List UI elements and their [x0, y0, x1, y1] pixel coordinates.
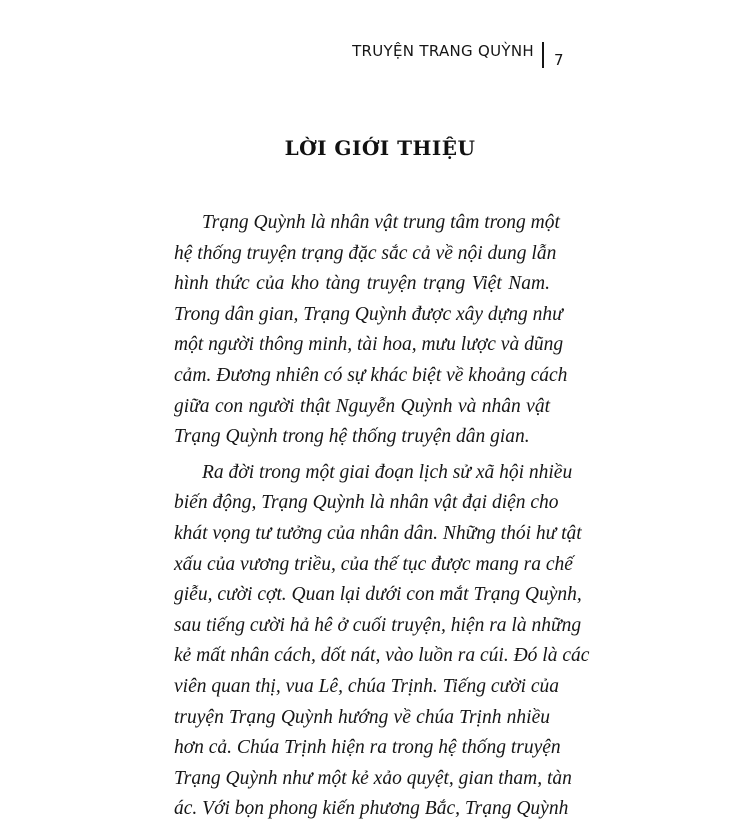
text-line: Trạng Quỳnh trong hệ thống truyện dân gian. — [174, 426, 530, 448]
text-line: hơn cả. Chúa Trịnh hiện ra trong hệ thống truyện — [174, 737, 561, 759]
text-line: Trạng Quỳnh là nhân vật trung tâm trong một — [202, 212, 560, 233]
text-line: Trạng Quỳnh như một kẻ xảo quyệt, gian tham, tàn — [174, 767, 572, 789]
header-divider — [542, 42, 544, 68]
chapter-title: LỜI GIỚI THIỆU — [284, 136, 476, 160]
text-line: kẻ mất nhân cách, dốt nát, vào luồn ra cúi. Đó là các — [174, 645, 590, 667]
text-line: Trong dân gian, Trạng Quỳnh được xây dựng như — [174, 303, 563, 325]
text-line: viên quan thị, vua Lê, chúa Trịnh. Tiếng cười của — [174, 675, 560, 697]
text-line: sau tiếng cười hả hê ở cuối truyện, hiện ra là những — [174, 614, 582, 636]
paragraph-2 — [174, 458, 590, 825]
text-line: xấu của vương triều, của thế tục được mang ra chế — [174, 553, 573, 575]
text-line: biến động, Trạng Quỳnh là nhân vật đại diện cho — [174, 492, 559, 514]
text-line: giữa con người thật Nguyễn Quỳnh và nhân vật — [174, 395, 550, 417]
running-header — [352, 38, 564, 69]
text-line: hệ thống truyện trạng đặc sắc cả về nội dung lẫn — [174, 242, 557, 264]
running-title: TRUYỆN TRANG QUỲNH — [352, 42, 534, 60]
text-line: truyện Trạng Quỳnh hướng về chúa Trịnh nhiều — [174, 706, 550, 728]
text-line: hình thức của kho tàng truyện trạng Việt Nam. — [174, 273, 550, 295]
text-line: giễu, cười cợt. Quan lại dưới con mắt Trạng Quỳnh, — [174, 584, 582, 606]
text-line: cảm. Đương nhiên có sự khác biệt về khoảng cách — [174, 364, 568, 386]
text-line: Ra đời trong một giai đoạn lịch sử xã hội nhiều — [202, 461, 573, 483]
page-number: 7 — [554, 51, 564, 69]
text-line: khát vọng tư tưởng của nhân dân. Những thói hư tật — [174, 522, 582, 544]
text-line: một người thông minh, tài hoa, mưu lược và dũng — [174, 334, 564, 356]
text-line: ác. Với bọn phong kiến phương Bắc, Trạng Quỳnh — [174, 798, 569, 820]
body-text — [174, 208, 590, 825]
paragraph-1 — [174, 208, 568, 453]
